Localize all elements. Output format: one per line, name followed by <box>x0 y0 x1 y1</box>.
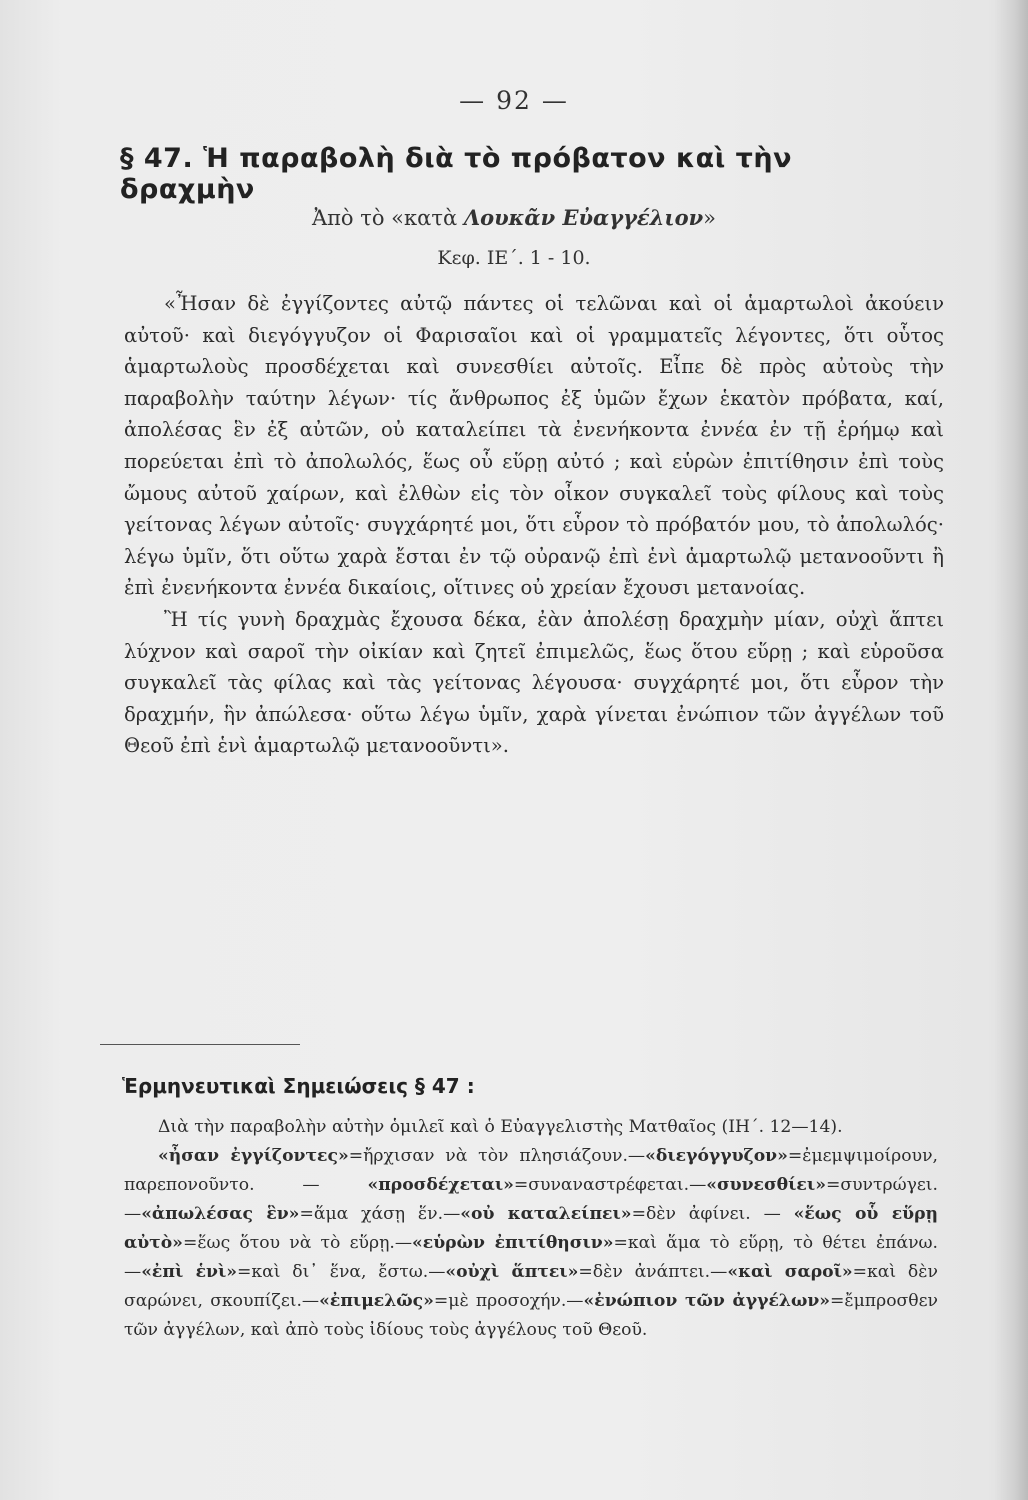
gloss-term: «συνεσθίει» <box>706 1175 826 1195</box>
gloss-meaning: =δὲν ἀνάπτει.— <box>578 1262 728 1282</box>
gloss-meaning: =μὲ προσοχήν.— <box>433 1291 584 1311</box>
gloss-meaning: =ἤρχισαν νὰ τὸν πλησιάζουν.— <box>348 1146 646 1166</box>
chapter-reference: Κεφ. ΙΕ΄. 1 - 10. <box>437 247 591 269</box>
gloss-meaning: =καὶ δι᾽ ἕνα, ἔστω.— <box>237 1262 446 1282</box>
source-title: Λουκᾶν Εὐαγγέλιον <box>463 205 704 230</box>
gloss-term: «ἐπιμελῶς» <box>319 1291 434 1311</box>
gloss-meaning: =καὶ δὲν σαρώνει, σκουπίζει.— <box>124 1262 938 1311</box>
gloss-term: «προσδέχεται» <box>367 1175 514 1195</box>
gloss-meaning: =δὲν ἀφίνει. — <box>631 1204 794 1224</box>
gloss-term: «ἦσαν ἐγγίζοντες» <box>158 1146 349 1166</box>
notes-paragraph <box>124 1113 938 1142</box>
gloss-term: «ἐπὶ ἑνὶ» <box>141 1262 238 1282</box>
gospel-paragraph: Ἢ τίς γυνὴ δραχμὰς ἔχουσα δέκα, ἐὰν ἀπολέσῃ δραχμὴν μίαν, οὐχὶ ἅπτει λύχνον καὶ σαροῖ τὴν οἰκίαν καὶ ζητεῖ ἐπιμελῶς, ἕως ὅτου εὕρῃ ; καὶ εὑροῦσα συγκαλεῖ τὰς φίλας καὶ τὰς γείτονας λέγουσα· συγχάρητέ μοι, ὅτι εὗρον τὴν δραχμήν, ἣν ἀπώλεσα· οὕτω λέγω ὑμῖν, χαρὰ γίνεται ἐνώπιον τῶν ἀγγέλων τοῦ Θεοῦ ἐπὶ ἑνὶ ἁμαρτωλῷ μετανοοῦντι». <box>124 607 944 758</box>
glosses-paragraph <box>124 1142 938 1345</box>
gloss-meaning: =ἕως ὅτου νὰ τὸ εὕρῃ.— <box>182 1233 413 1253</box>
gloss-term: «ἀπωλέσας ἓν» <box>141 1204 300 1224</box>
gloss-meaning: =συναναστρέφεται.— <box>513 1175 707 1195</box>
gloss-term: «ἐνώπιον τῶν ἀγγέλων» <box>583 1291 830 1311</box>
section-heading: § 47. Ἡ παραβολὴ διὰ τὸ πρόβατον καὶ τὴν δραχμὴν <box>120 143 792 205</box>
notes-title: Ἑρμηνευτικαὶ Σημειώσεις § 47 : <box>122 1074 475 1098</box>
notes-intro: Διὰ τὴν παραβολὴν αὐτὴν ὁμιλεῖ καὶ ὁ Εὐαγγελιστὴς Ματθαῖος (ΙΗ΄. 12—14). <box>158 1117 843 1137</box>
gloss-meaning: =καὶ ἅμα τὸ εὕρῃ, τὸ θέτει ἐπάνω.— <box>124 1233 938 1282</box>
gloss-meaning: =ἐμεμψιμοίρουν, παρεπονοῦντο. — <box>124 1146 938 1195</box>
gospel-paragraph: «Ἦσαν δὲ ἐγγίζοντες αὐτῷ πάντες οἱ τελῶναι καὶ οἱ ἁμαρτωλοὶ ἀκούειν αὐτοῦ· καὶ διεγόγγυζον οἱ Φαρισαῖοι καὶ οἱ γραμματεῖς λέγοντες, ὅτι οὗτος ἁμαρτωλοὺς προσδέχεται καὶ συνεσθίει αὐτοῖς. Εἶπε δὲ πρὸς αὐτοὺς τὴν παραβολὴν ταύτην λέγων· τίς ἄνθρωπος ἐξ ὑμῶν ἔχων ἑκατὸν πρόβατα, καί, ἀπολέσας ἓν ἐξ αὐτῶν, οὐ καταλείπει τὰ ἐνενήκοντα ἐννέα ἐν τῇ ἐρήμῳ καὶ πορεύεται ἐπὶ τὸ ἀπολωλός, ἕως οὗ εὕρῃ αὐτό ; καὶ εὑρὼν ἐπιτίθησιν ἐπὶ τοὺς ὤμους αὐτοῦ χαίρων, καὶ ἐλθὼν εἰς τὸν οἶκον συγκαλεῖ τοὺς φίλους καὶ τοὺς γείτονας λέγων αὐτοῖς· συγχάρητέ μοι, ὅτι εὗρον τὸ πρόβατόν μου, τὸ ἀπολωλός· λέγω ὑμῖν, ὅτι οὕτω χαρὰ ἔσται ἐν τῷ οὐρανῷ ἐπὶ ἑνὶ ἁμαρτωλῷ μετανοοῦντι ἢ ἐπὶ ἐνενήκοντα ἐννέα δικαίοις, οἵτινες οὐ χρείαν ἔχουσι μετανοίας. <box>124 292 944 600</box>
gloss-meaning: =ἔμπροσθεν τῶν ἀγγέλων, καὶ ἀπὸ τοὺς ἰδίους τοὺς ἀγγέλους τοῦ Θεοῦ. <box>124 1291 938 1340</box>
gloss-term: «οὐ καταλείπει» <box>460 1204 632 1224</box>
gloss-term: «διεγόγγυζον» <box>645 1146 788 1166</box>
gloss-term: «καὶ σαροῖ» <box>727 1262 853 1282</box>
gloss-term: «εὑρὼν ἐπιτίθησιν» <box>412 1233 614 1253</box>
notes-text <box>124 1113 938 1345</box>
source-line <box>0 205 1028 230</box>
gospel-text <box>124 288 944 762</box>
gloss-term: «ἕως οὗ εὕρῃ αὐτὸ» <box>124 1204 939 1253</box>
source-suffix: » <box>703 206 717 230</box>
page-number: — 92 — <box>459 86 569 115</box>
footnote-divider <box>100 1044 300 1045</box>
gloss-term: «οὐχὶ ἅπτει» <box>445 1262 579 1282</box>
source-prefix: Ἀπὸ τὸ «κατὰ <box>311 206 464 230</box>
gloss-meaning: =ἅμα χάσῃ ἕν.— <box>299 1204 461 1224</box>
gloss-meaning: =συντρώγει.— <box>124 1175 938 1224</box>
